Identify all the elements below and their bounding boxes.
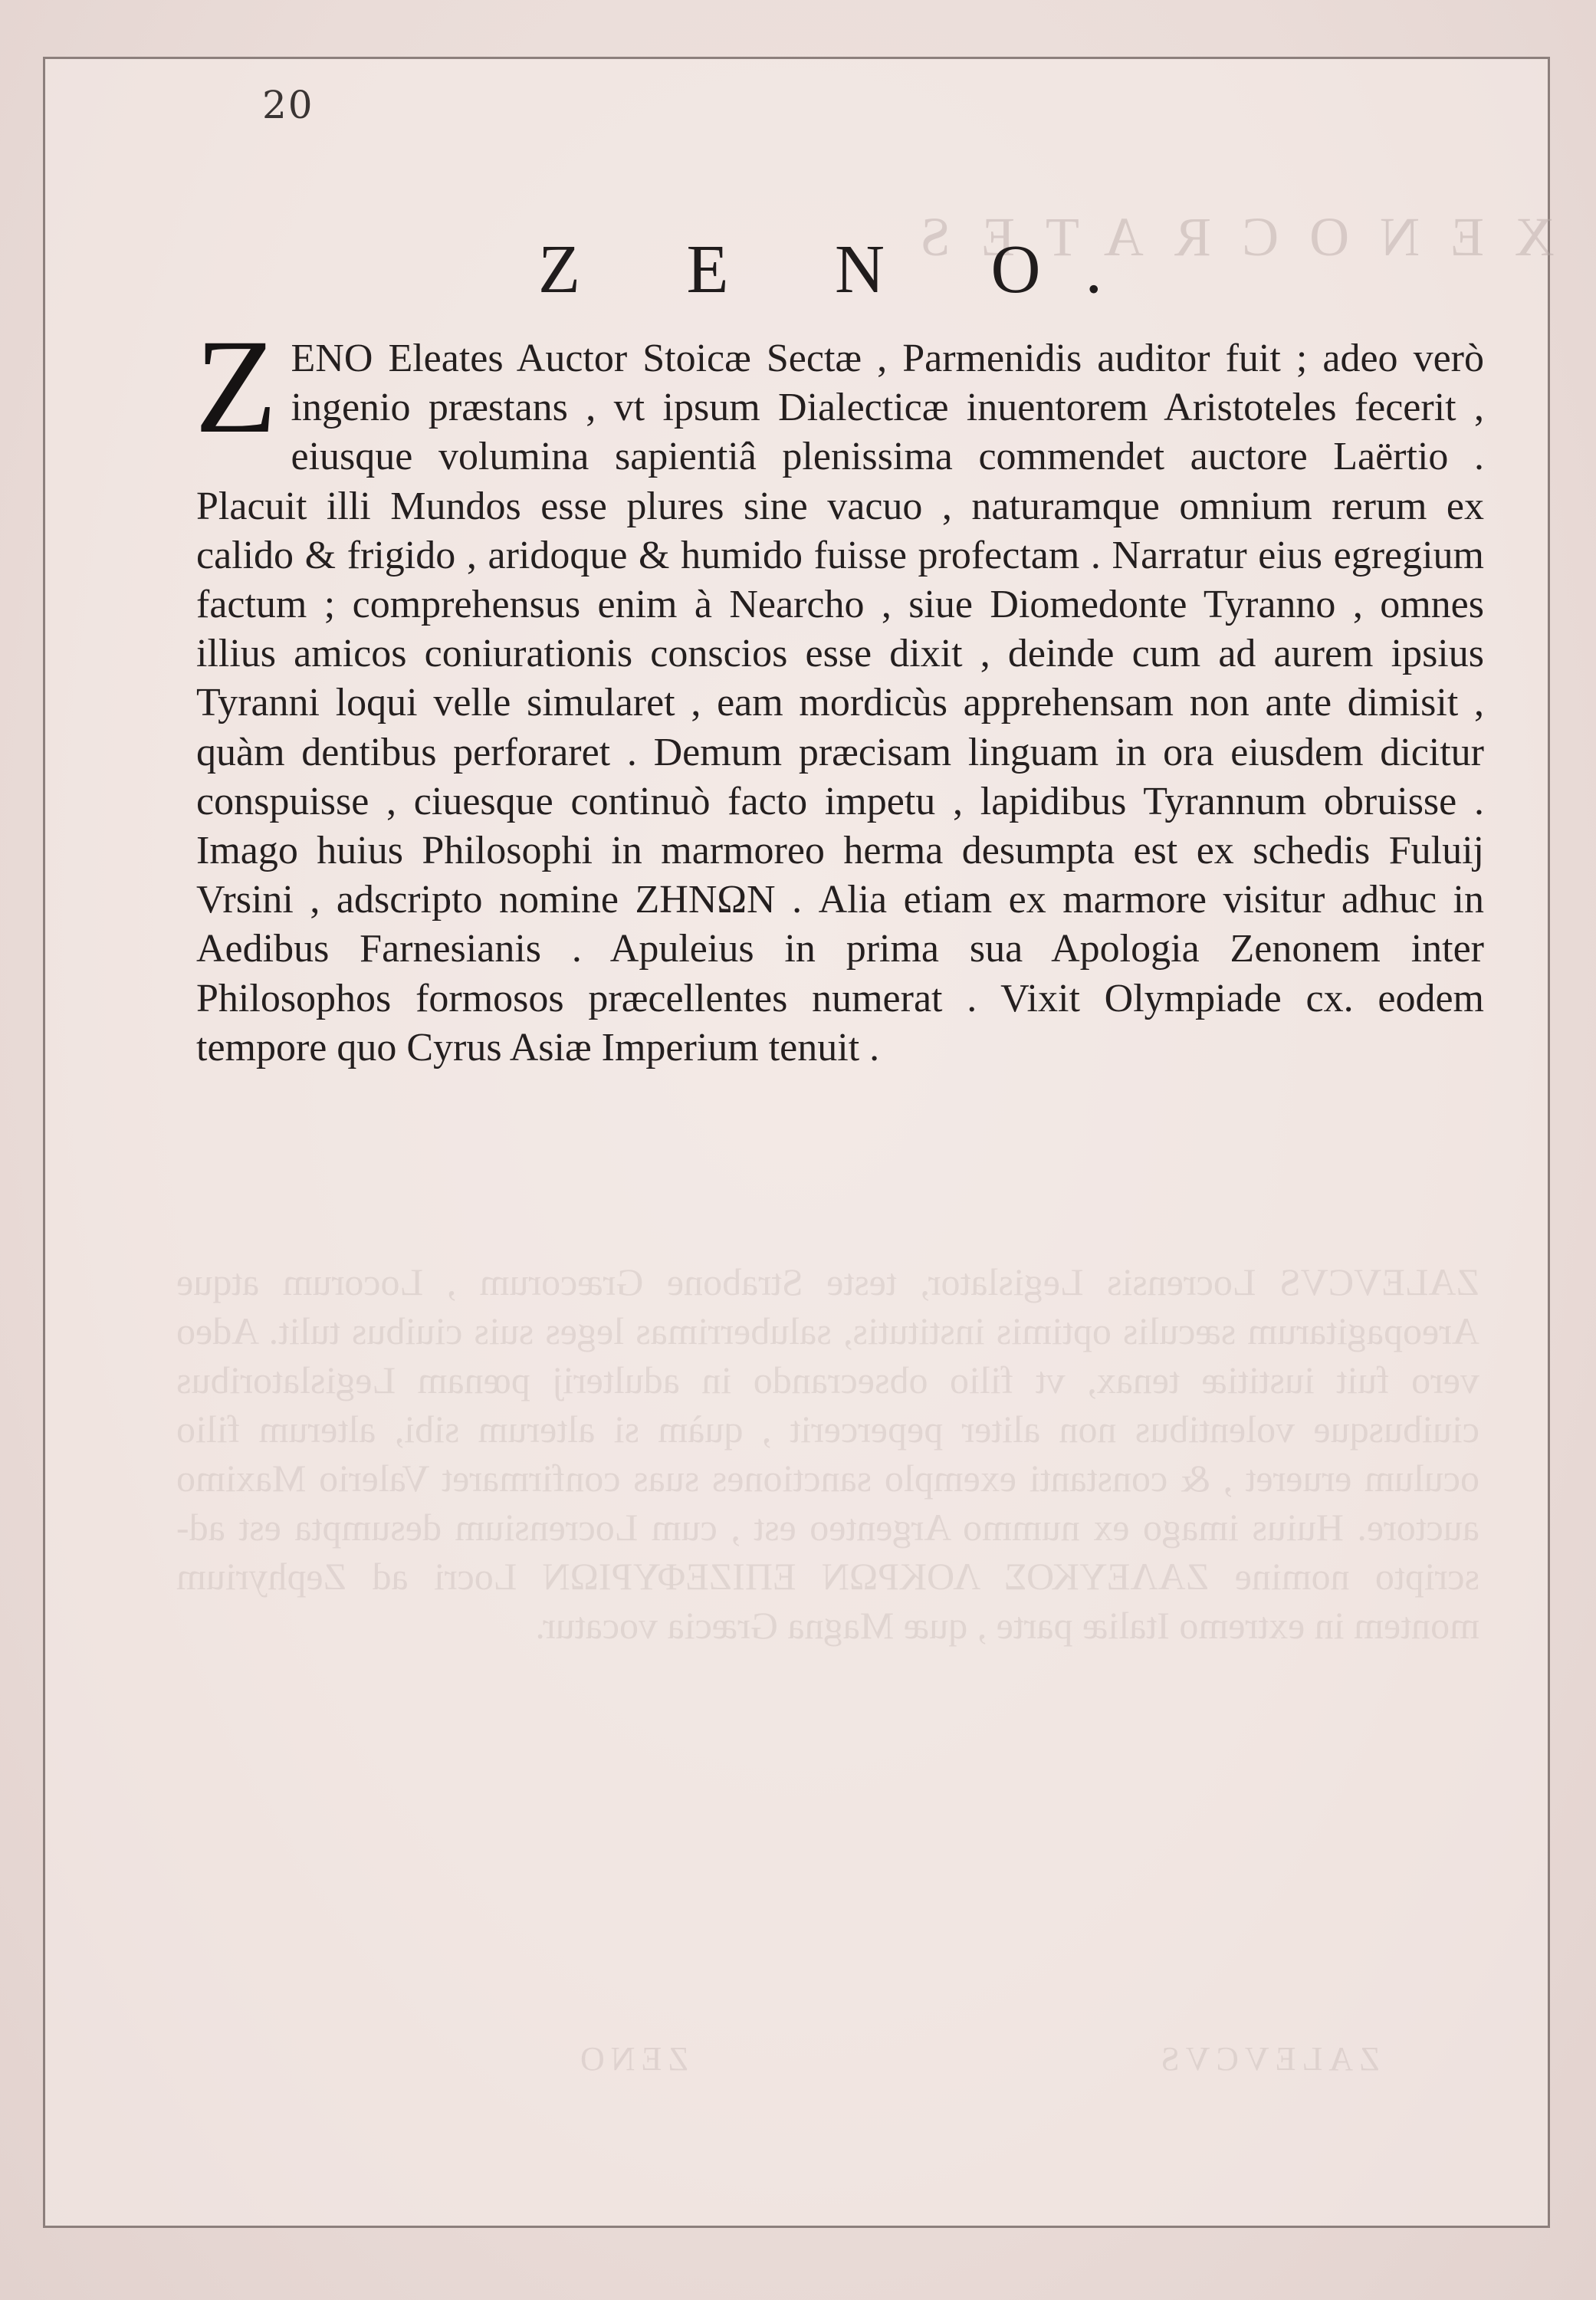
show-through-heading: XENOCRATES xyxy=(889,206,1555,268)
page-title: Z E N O. xyxy=(538,232,1147,307)
body-paragraph: ENO Eleates Auctor Stoicæ Sectæ , Parmenidis auditor fuit ; adeo verò ingenio præstans , vt ipsum Dialecticæ inuentorem Aristoteles fecerit , eiusque volumina sapientiâ plenissima commendet auctore Laërtio . Placuit illi Mundos esse plures sine vacuo , naturamque omnium rerum ex calido & frigido , aridoque & humido fuisse profectam . Narratur eius egregium factum ; comprehensus enim à Nearcho , siue Diomedonte Tyranno , omnes illius amicos coniurationis conscios esse dixit , deinde cum ad aurem ipsius Tyranni loqui velle simularet , eam mordicùs apprehensam non ante dimisit , quàm dentibus perforaret . Demum præcisam linguam in ora eiusdem dicitur conspuisse , ciuesque continuò facto impetu , lapidibus Tyrannum obruisse . Imago huius Philosophi in marmoreo herma desumpta est ex schedis Fuluij Vrsini , adscripto nomine ΖΗΝΩΝ . Alia etiam ex marmore visitur adhuc in Aedibus Farnesianis . Apuleius in prima sua Apologia Zenonem inter Philosophos formosos præcellentes numerat . Vixit Olympiade cx. eodem tempore quo Cyrus Asiæ Imperium tenuit . xyxy=(196,337,1484,1070)
page-number: 20 xyxy=(262,83,314,127)
drop-cap-initial: Z xyxy=(195,312,277,462)
body-text-block xyxy=(195,312,1484,1073)
show-through-text: ZALEVCVS Locrensis Legislator, teste Strabone Græcorum , Locorum atque Areopagitarum sæculis optimis institutis, saluberrimas leges suis ciuibus tulit. Adeo vero fuit iustitiæ tenax, vt filio obsecrando in adulterij pœnam Legislatoribus ciuibusque volentibus non aliter pepercerit , quàm si alterum sibi, alterum filio oculum erueret , & constanti exemplo sanctiones suas confirmaret Valerio Maximo auctore. Huius imago ex nummo Argenteo est , cum Locrensium desumpta est ad- scripto nomine ΖΑΛΕΥΚΟΣ ΛΟΚΡΩΝ ΕΠΙΖΕΦΥΡΙΩΝ Locri ad Zephyrium montem in extremo Italiæ parte , quæ Magna Græcia vocatur. xyxy=(176,1260,1479,1647)
show-through-footer: ZALEVCVS ZENO xyxy=(573,2040,1380,2078)
